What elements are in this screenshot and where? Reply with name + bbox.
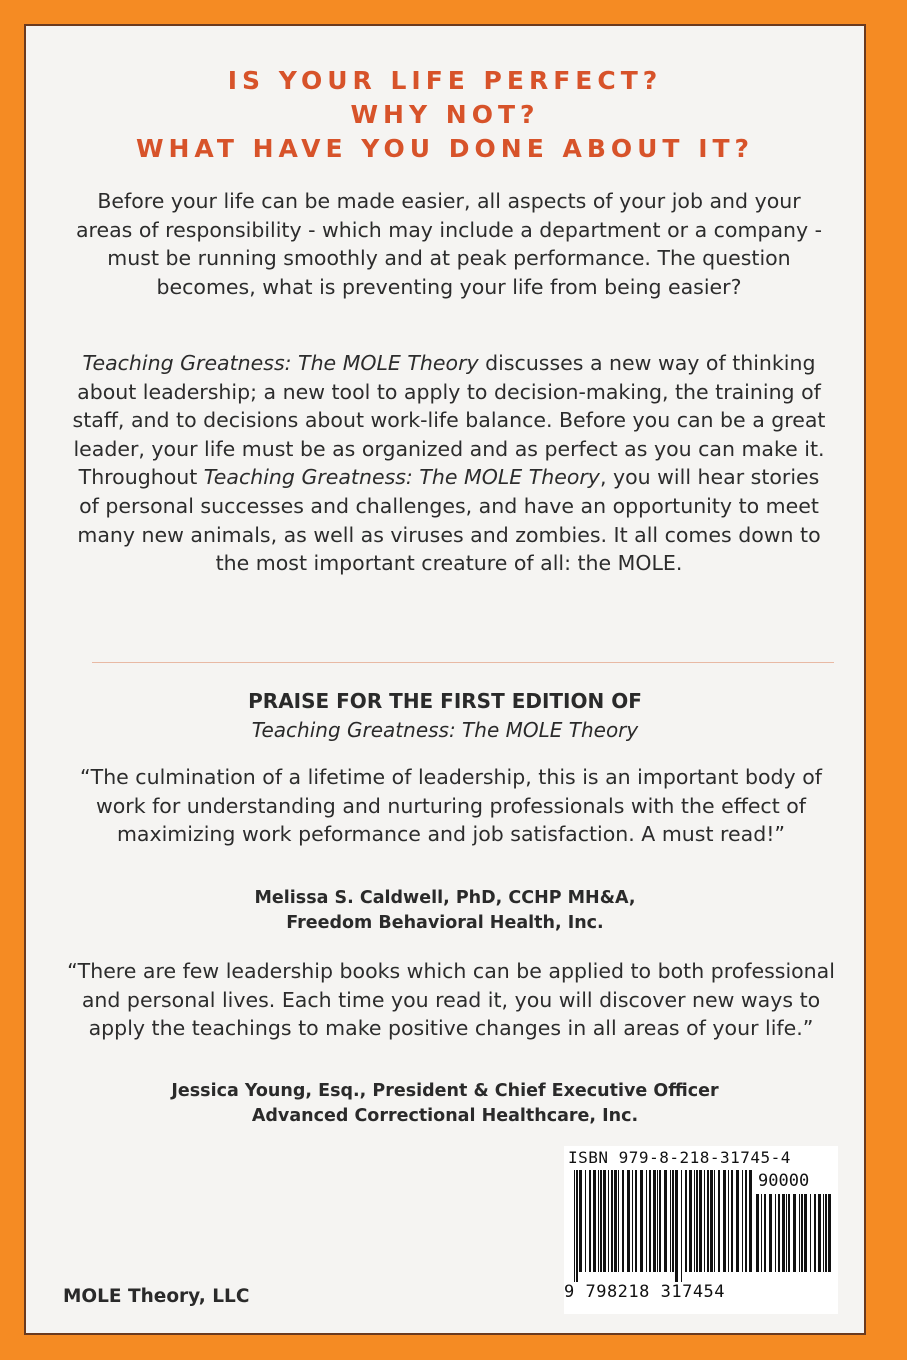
barcode-bar [696, 1170, 698, 1272]
barcode-bar [704, 1170, 705, 1272]
barcode-digits: 9 798218 317454 [564, 1282, 726, 1302]
headline-line-1: IS YOUR LIFE PERFECT? [227, 66, 663, 95]
barcode-bar [710, 1170, 713, 1272]
barcode-bar [707, 1170, 709, 1272]
barcode-bar [579, 1170, 582, 1272]
barcode-bar [603, 1170, 606, 1272]
isbn-barcode [564, 1146, 838, 1314]
barcode-bar [793, 1194, 796, 1272]
barcode-bar [653, 1170, 656, 1272]
praise-heading [26, 687, 864, 745]
barcode-bar [736, 1170, 739, 1272]
price-code: 90000 [758, 1171, 810, 1191]
barcode-bar [672, 1170, 674, 1272]
barcode-bar [694, 1170, 695, 1272]
barcode-bar [657, 1170, 658, 1272]
isbn-label: ISBN 979-8-218-31745-4 [568, 1148, 791, 1167]
praise-quote-2: “There are few leadership books which can be applied to both professional and personal lives. Each time you read it, you will discover new ways to apply the teachings to make positive changes in all areas of your life.” [67, 959, 835, 1040]
barcode-bar [659, 1170, 661, 1272]
praise-book-title: Teaching Greatness: The MOLE Theory [251, 718, 639, 742]
barcode-bar [611, 1170, 613, 1272]
intro-paragraph-2-part-2: , you will hear stories of personal successes and challenges, and have an opportunity to meet many new animals, as well as viruses and zombies. It all comes down to the most important creature of all: the MOLE. [77, 465, 821, 576]
barcode-bar [589, 1170, 591, 1272]
barcode-bar [632, 1170, 633, 1272]
barcode-bar [769, 1194, 772, 1272]
barcode-bar [749, 1170, 752, 1272]
barcode-bar [622, 1170, 624, 1272]
intro-paragraph-2 [70, 349, 828, 578]
intro-paragraph-2-part-1: discusses a new way of thinking about leadership; a new tool to apply to decision-making, the training of staff, and to decisions about work-life balance. Before you can be a great leader, your life must be as organized and as perfect as you can make it. Throughout [72, 351, 826, 490]
barcode-bar [723, 1170, 726, 1272]
barcode-bar [799, 1194, 800, 1272]
addon-bars [756, 1194, 834, 1282]
barcode-bar [574, 1170, 575, 1282]
barcode-bar [778, 1194, 780, 1272]
barcode-bar [664, 1170, 667, 1272]
barcode-bar [801, 1194, 803, 1272]
barcode-bar [823, 1194, 824, 1272]
headline [26, 64, 864, 166]
barcode-bar [635, 1170, 637, 1272]
barcode-bar [782, 1194, 785, 1272]
book-title-italic: Teaching Greatness: The MOLE Theory [82, 351, 479, 375]
barcode-bar [756, 1194, 759, 1272]
barcode-bar [788, 1194, 790, 1272]
barcode-bar [593, 1170, 596, 1272]
barcode-bar [614, 1170, 617, 1272]
barcode-bar [775, 1194, 776, 1272]
barcode-bar [745, 1170, 747, 1272]
praise-attribution-2 [26, 1079, 864, 1129]
praise-attribution-1 [26, 886, 864, 936]
barcode-bar [681, 1170, 682, 1282]
barcode-bar [689, 1170, 692, 1272]
attribution-2-line-1: Jessica Young, Esq., President & Chief Executive Officer [171, 1081, 719, 1101]
ean13-bars [574, 1170, 754, 1282]
barcode-bar [786, 1194, 787, 1272]
headline-line-2: WHY NOT? [350, 100, 540, 129]
praise-heading-text: PRAISE FOR THE FIRST EDITION OF [248, 689, 642, 713]
barcode-bar [600, 1170, 602, 1272]
intro-paragraph-1: Before your life can be made easier, all aspects of your job and your areas of responsibility - which may include a department or a company - must be running smoothly and at peak performance. The question becomes, what is preventing your life from being easier? [75, 189, 823, 299]
barcode-bar [670, 1170, 671, 1272]
barcode-bar [731, 1170, 733, 1272]
headline-line-3: WHAT HAVE YOU DONE ABOUT IT? [135, 134, 755, 163]
barcode-bar [761, 1194, 762, 1272]
barcode-bar [576, 1170, 578, 1282]
barcode-bar [728, 1170, 729, 1272]
barcode-bar [828, 1194, 831, 1272]
attribution-1-line-1: Melissa S. Caldwell, PhD, CCHP MH&A, [254, 888, 636, 908]
barcode-bar [618, 1170, 619, 1272]
barcode-bar [685, 1170, 687, 1272]
barcode-bar [649, 1170, 651, 1272]
attribution-1-line-2: Freedom Behavioral Health, Inc. [286, 913, 604, 933]
praise-quote-1: “The culmination of a lifetime of leadership, this is an important body of work for understanding and nurturing professionals with the effect of maximizing work peformance and job satisfaction. A must read!” [80, 765, 822, 846]
barcode-bar [675, 1170, 678, 1282]
publisher-name: MOLE Theory, LLC [63, 1286, 250, 1307]
barcode-bar [585, 1170, 586, 1272]
barcode-bar [810, 1194, 811, 1272]
barcode-bar [608, 1170, 609, 1272]
barcode-bar [718, 1170, 720, 1272]
barcode-bar [764, 1194, 766, 1272]
section-divider [92, 662, 834, 663]
barcode-bar [742, 1170, 743, 1272]
barcode-bar [804, 1194, 807, 1272]
barcode-bar [818, 1194, 821, 1272]
barcode-bar [714, 1170, 715, 1272]
barcode-bar [814, 1194, 816, 1272]
barcode-bar [627, 1170, 630, 1272]
barcode-bar [646, 1170, 647, 1272]
attribution-2-line-2: Advanced Correctional Healthcare, Inc. [251, 1106, 639, 1126]
barcode-bar [598, 1170, 599, 1272]
back-cover [24, 24, 866, 1335]
barcode-bar [699, 1170, 702, 1272]
barcode-bar [825, 1194, 827, 1272]
barcode-bar [640, 1170, 643, 1272]
book-title-italic-repeat: Teaching Greatness: The MOLE Theory [203, 465, 600, 490]
